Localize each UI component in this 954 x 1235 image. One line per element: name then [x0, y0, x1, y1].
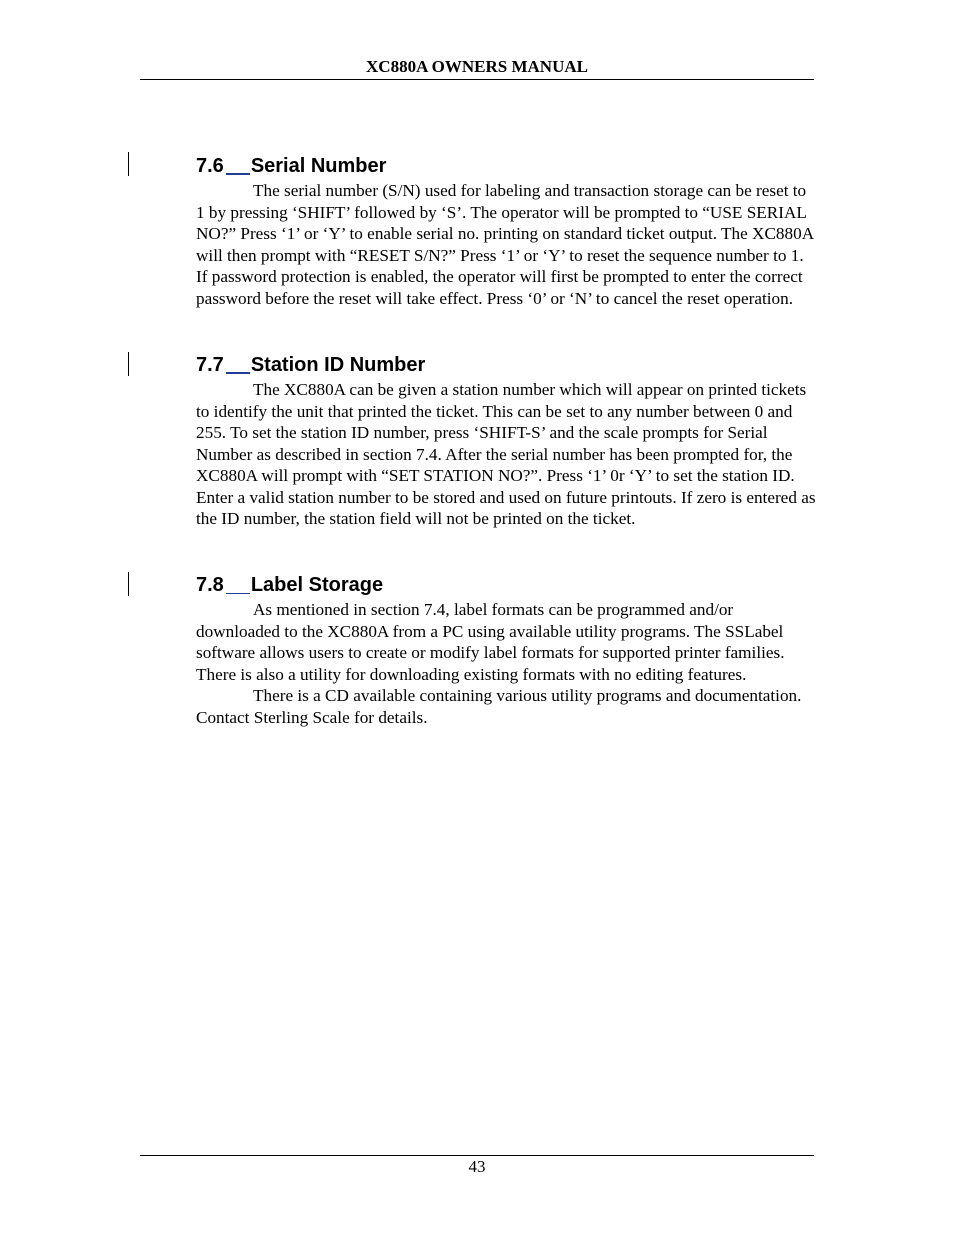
section-heading	[196, 352, 816, 378]
section-label-storage	[196, 572, 816, 728]
revision-change-bar	[128, 352, 129, 376]
section-paragraph: As mentioned in section 7.4, label formats can be programmed and/or downloaded to the XC880A from a PC using available utility programs. The SSLabel software allows users to create or modify label formats for supported printer families. There is also a utility for downloading existing formats with no editing features.	[196, 600, 785, 684]
heading-tab-underline	[226, 153, 250, 175]
section-paragraph: The serial number (S/N) used for labeling and transaction storage can be reset to 1 by pressing ‘SHIFT’ followed by ‘S’. The operator will be prompted to “USE SERIAL NO?” Press ‘1’ or ‘Y’ to enable serial no. printing on standard ticket output. The XC880A will then prompt with “RESET S/N?” Press ‘1’ or ‘Y’ to reset the sequence number to 1. If password protection is enabled, the operator will first be prompted to enter the correct password before the reset will take effect. Press ‘0’ or ‘N’ to cancel the reset operation.	[196, 181, 814, 308]
revision-change-bar	[128, 152, 129, 176]
section-title: Serial Number	[250, 155, 387, 177]
header-divider	[140, 79, 814, 80]
section-heading	[196, 572, 816, 598]
section-paragraph: The XC880A can be given a station number which will appear on printed tickets to identify the unit that printed the ticket. This can be set to any number between 0 and 255. To set the station ID number, press ‘SHIFT-S’ and the scale prompts for Serial Number as described in section 7.4. After the serial number has been prompted for, the XC880A will prompt with “SET STATION NO?”. Press ‘1’ 0r ‘Y’ to set the station ID. Enter a valid station number to be stored and used on future printouts. If zero is entered as the ID number, the station field will not be printed on the ticket.	[196, 380, 816, 528]
section-station-id-number	[196, 352, 816, 530]
heading-tab-underline	[226, 352, 250, 374]
section-title: Station ID Number	[250, 354, 426, 376]
page-number: 43	[468, 1157, 486, 1176]
section-heading	[196, 153, 816, 179]
footer-divider	[140, 1155, 814, 1156]
section-number: 7.7	[196, 354, 224, 376]
section-paragraph: There is a CD available containing various utility programs and documentation. Contact Sterling Scale for details.	[196, 686, 802, 727]
running-header-title: XC880A OWNERS MANUAL	[366, 57, 588, 76]
section-title: Label Storage	[250, 574, 384, 596]
section-number: 7.8	[196, 574, 224, 596]
heading-tab-underline	[226, 573, 250, 594]
revision-change-bar	[128, 572, 129, 596]
section-serial-number	[196, 153, 816, 309]
section-number: 7.6	[196, 155, 224, 177]
